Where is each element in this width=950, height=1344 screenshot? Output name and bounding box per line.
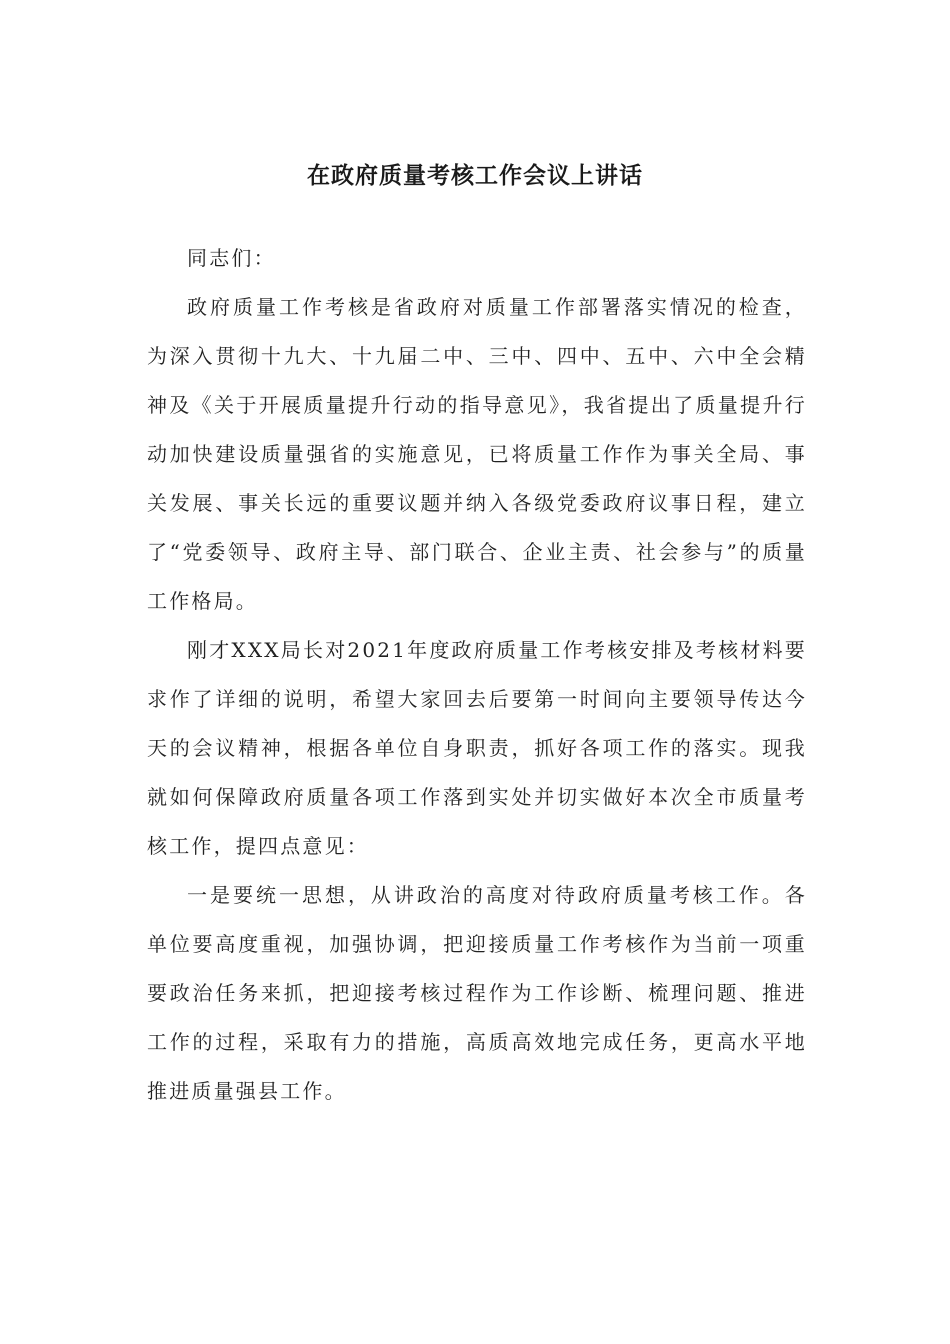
document-body [147,234,807,1116]
paragraph-2: 刚才XXX局长对2021年度政府质量工作考核安排及考核材料要求作了详细的说明，希望大家回去后要第一时间向主要领导传达今天的会议精神，根据各单位自身职责，抓好各项工作的落实。现我就如何保障政府质量各项工作落到实处并切实做好本次全市质量考核工作，提四点意见： [147,638,807,858]
document-title: 在政府质量考核工作会议上讲话 [307,162,643,189]
paragraph-1: 政府质量工作考核是省政府对质量工作部署落实情况的检查，为深入贯彻十九大、十九届二中、三中、四中、五中、六中全会精神及《关于开展质量提升行动的指导意见》，我省提出了质量提升行动加快建设质量强省的实施意见，已将质量工作作为事关全局、事关发展、事关长远的重要议题并纳入各级党委政府议事日程，建立了“党委领导、政府主导、部门联合、企业主责、社会参与”的质量工作格局。 [147,295,807,613]
paragraph-3: 一是要统一思想，从讲政治的高度对待政府质量考核工作。各单位要高度重视，加强协调，把迎接质量工作考核作为当前一项重要政治任务来抓，把迎接考核过程作为工作诊断、梳理问题、推进工作的过程，采取有力的措施，高质高效地完成任务，更高水平地推进质量强县工作。 [147,883,807,1103]
salutation: 同志们： [187,246,276,270]
